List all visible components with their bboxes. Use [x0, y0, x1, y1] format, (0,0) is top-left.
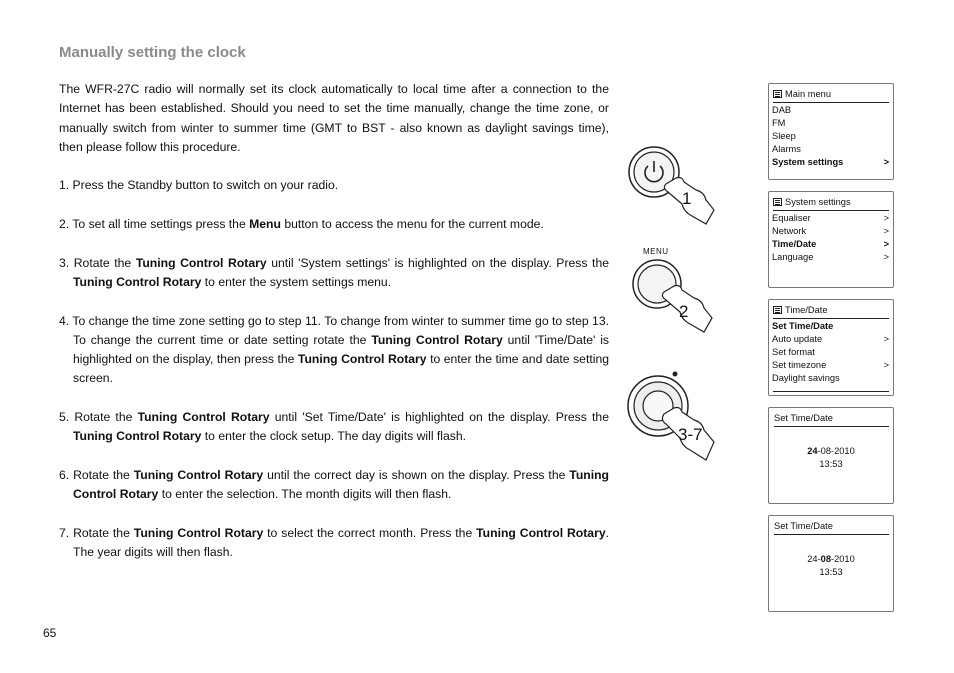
page-number: 65	[43, 626, 57, 640]
screen-header: Main menu	[773, 88, 889, 103]
flashing-day: 24	[807, 445, 818, 456]
screen-header: Time/Date	[773, 304, 889, 319]
screen-divider	[773, 391, 889, 392]
screen-header: Set Time/Date	[774, 520, 889, 535]
chevron-right-icon: >	[883, 238, 889, 249]
page-title: Manually setting the clock	[59, 44, 246, 61]
menu-item: Set Time/Date	[772, 320, 834, 331]
chevron-right-icon: >	[883, 251, 889, 262]
intro-paragraph: The WFR-27C radio will normally set its clock automatically to local time after a connection to the Internet has been established. Should you need to set the time manually, change the time zone, or manually switch from winter to summer time (GMT to BST - also known as daylight savings time), then please follow this procedure.	[59, 82, 609, 154]
menu-item: Time/Date >	[772, 238, 889, 249]
chevron-right-icon: >	[883, 212, 889, 223]
time-display: 13:53	[819, 566, 843, 577]
menu-item: FM	[772, 117, 786, 128]
step-1: 1. Press the Standby button to switch on your radio.	[59, 178, 339, 193]
menu-item: Auto update >	[772, 333, 889, 344]
menu-item: Set timezone >	[772, 359, 889, 370]
set-day-screen	[768, 407, 894, 504]
flashing-month: 08	[820, 553, 831, 564]
step-2-label: 2	[679, 302, 689, 321]
step-2: 2. To set all time settings press the Menu button to access the menu for the current mode.	[59, 217, 544, 232]
instructions	[59, 80, 609, 582]
menu-label: MENU	[643, 247, 669, 256]
menu-item: Sleep	[772, 130, 796, 141]
chevron-right-icon: >	[883, 156, 889, 167]
date-display: 24-08-2010	[807, 445, 855, 456]
chevron-right-icon: >	[883, 359, 889, 370]
tuning-rotary-illustration	[626, 366, 726, 464]
time-display: 13:53	[819, 458, 843, 469]
screen-header: System settings	[773, 196, 889, 211]
step-4: 4. To change the time zone setting go to step 11. To change from winter to summer time go to step 13. To change the current time or date setting rotate the Tuning Control Rotary until 'Time/Date' is highlighted on the display, then press the Tuning Control Rotary to enter the time and date setting screen.	[59, 313, 610, 386]
menu-item: DAB	[772, 104, 792, 115]
step-1-label: 1	[682, 189, 692, 208]
main-menu-screen	[768, 83, 894, 180]
menu-list	[772, 320, 889, 385]
menu-item: Equaliser >	[772, 212, 889, 223]
chevron-right-icon: >	[883, 225, 889, 236]
menu-item: Alarms	[772, 143, 801, 154]
menu-list	[772, 212, 889, 264]
menu-icon	[773, 306, 782, 314]
step-3-7-label: 3-7	[678, 425, 703, 444]
menu-icon	[773, 198, 782, 206]
time-date-screen	[768, 299, 894, 396]
standby-button-illustration	[626, 144, 722, 228]
menu-list	[772, 104, 889, 169]
system-settings-screen	[768, 191, 894, 288]
menu-item: Daylight savings	[772, 372, 840, 383]
menu-item: Set format	[772, 346, 815, 357]
step-list	[59, 176, 609, 562]
menu-item: Language >	[772, 251, 889, 262]
step-3: 3. Rotate the Tuning Control Rotary until 'System settings' is highlighted on the display. Press the Tuning Control Rotary to enter the system settings menu.	[59, 255, 609, 289]
menu-button-illustration	[630, 258, 720, 338]
menu-item: System settings >	[772, 156, 889, 167]
menu-item: Network >	[772, 225, 889, 236]
set-month-screen	[768, 515, 894, 612]
step-5: 5. Rotate the Tuning Control Rotary until 'Set Time/Date' is highlighted on the display. Press the Tuning Control Rotary to enter the clock setup. The day digits will flash.	[59, 410, 609, 444]
chevron-right-icon: >	[883, 333, 889, 344]
step-6: 6. Rotate the Tuning Control Rotary until the correct day is shown on the display. Press the Tuning Control Rotary to enter the selection. The month digits will then flash.	[59, 467, 609, 502]
menu-icon	[773, 90, 782, 98]
screen-header: Set Time/Date	[774, 412, 889, 427]
date-display: 24-08-2010	[807, 553, 855, 564]
select-icon	[673, 372, 678, 377]
step-7: 7. Rotate the Tuning Control Rotary to select the correct month. Press the Tuning Control Rotary. The year digits will then flash.	[59, 525, 609, 560]
